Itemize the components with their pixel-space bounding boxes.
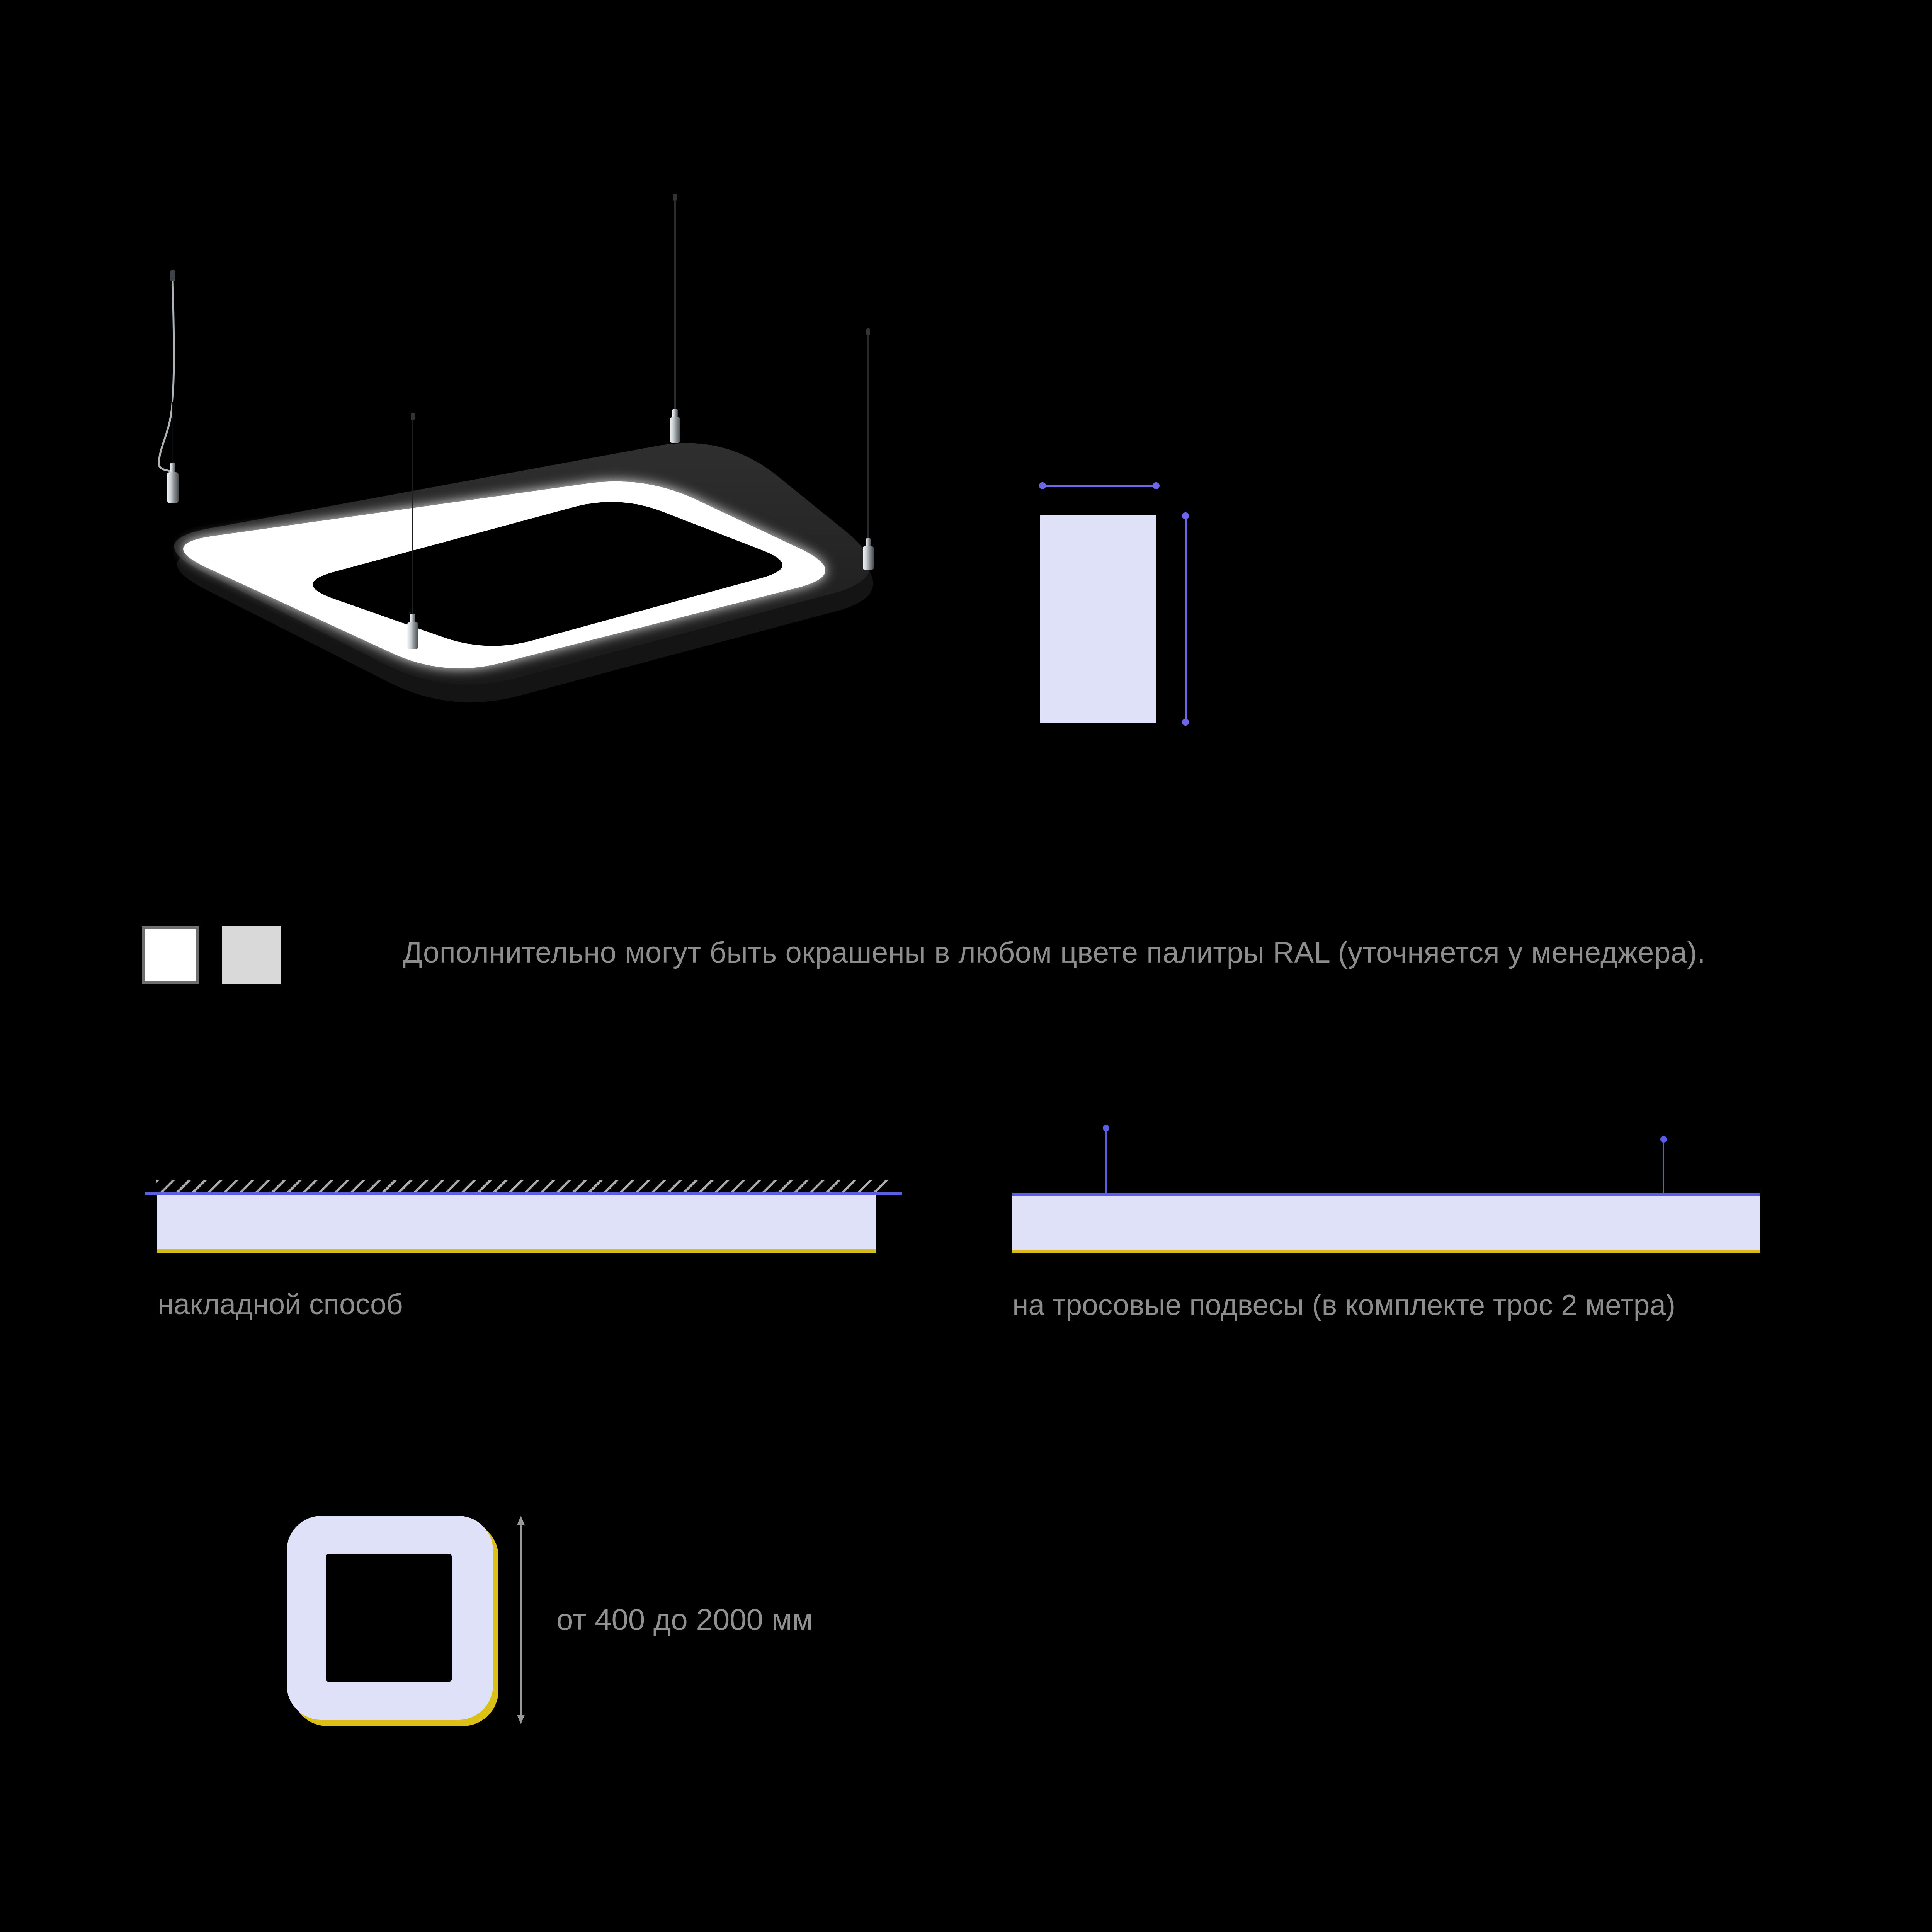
fixture-body <box>1012 1196 1760 1250</box>
cable-fitting <box>170 463 175 473</box>
suspension-cable-back <box>670 194 680 443</box>
dimension-endpoint-dot <box>1182 719 1189 726</box>
surface-mount-label: накладной способ <box>158 1288 403 1320</box>
suspension-wire <box>1663 1142 1664 1193</box>
dimension-endpoint-dot <box>1153 482 1160 489</box>
ring-top-view-hole <box>326 1554 452 1682</box>
fixture-top-line <box>145 1192 902 1195</box>
cable-anchor-dot <box>1660 1136 1667 1143</box>
cable-fitting <box>167 472 179 503</box>
dimension-endpoint-dot <box>1039 482 1046 489</box>
fixture-light-edge <box>157 1249 876 1253</box>
cable-anchor-dot <box>1103 1125 1109 1131</box>
ral-note-text: Дополнительно могут быть окрашены в любом цвете палитры RAL (уточняется у менеджера). <box>403 936 1706 969</box>
color-swatch-white <box>142 926 199 984</box>
color-swatch-gray <box>222 926 281 984</box>
fixture-body <box>157 1195 876 1249</box>
fixture-top-line <box>1012 1193 1760 1196</box>
cable-fitting <box>672 409 678 418</box>
cable-fitting <box>407 622 418 649</box>
square-ring-lamp-illustration <box>116 193 947 773</box>
size-range-label: от 400 до 2000 мм <box>556 1602 813 1636</box>
ceiling-hatch-icon <box>156 1180 889 1192</box>
cable-fitting <box>670 417 680 443</box>
pendant-light-render <box>116 193 947 773</box>
dimension-endpoint-dot <box>1182 512 1189 519</box>
cable-fitting <box>866 538 871 547</box>
profile-section-rect <box>1040 515 1156 723</box>
vertical-dimension-arrow <box>515 1516 527 1724</box>
width-dimension-line <box>1042 485 1156 487</box>
cable-fitting <box>410 614 415 623</box>
arrow-shaft <box>520 1521 522 1719</box>
cable-fitting <box>863 546 874 570</box>
height-dimension-line <box>1185 515 1187 723</box>
fixture-light-edge <box>1012 1250 1760 1253</box>
suspension-cable-left <box>159 270 179 503</box>
cable-suspension-label: на тросовые подвесы (в комплекте трос 2 метра) <box>1012 1289 1676 1321</box>
suspension-cable-right <box>863 328 874 570</box>
arrow-down-icon <box>517 1715 525 1724</box>
suspension-wire <box>1105 1131 1107 1193</box>
